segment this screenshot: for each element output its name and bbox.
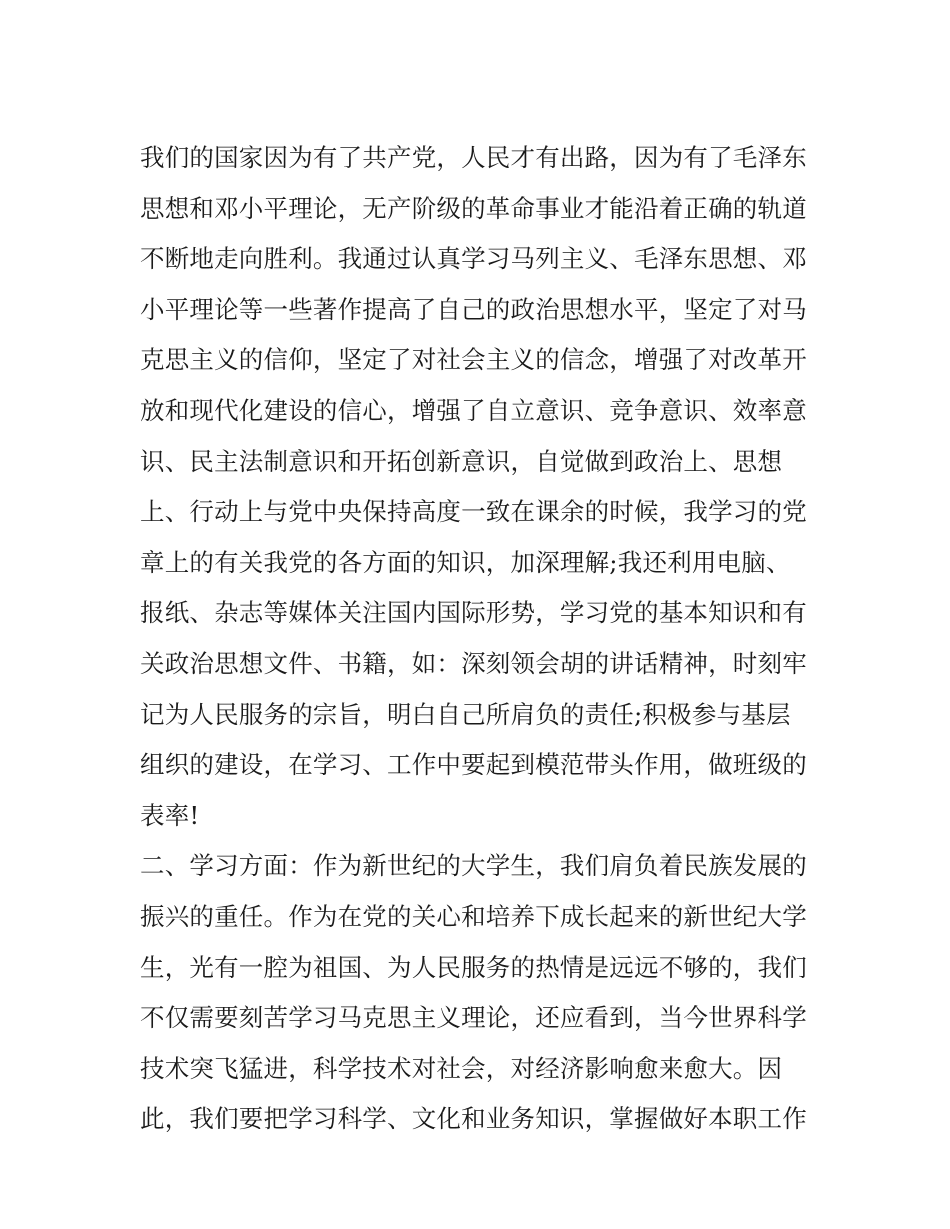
text-line: 我们的国家因为有了共产党，人民才有出路，因为有了毛泽东	[140, 143, 807, 172]
text-line: 上、行动上与党中央保持高度一致在课余的时候，我学习的党	[140, 497, 807, 527]
text-line: 不断地走向胜利。我通过认真学习马列主义、毛泽东思想、邓	[140, 244, 807, 274]
text-line: 章上的有关我党的各方面的知识，加深理解;我还利用电脑、	[140, 547, 791, 577]
text-line: 此，我们要把学习科学、文化和业务知识，掌握做好本职工作	[140, 1104, 807, 1134]
text-line: 关政治思想文件、书籍，如：深刻领会胡的讲话精神，时刻牢	[140, 648, 807, 678]
text-line: 生，光有一腔为祖国、为人民服务的热情是远远不够的，我们	[140, 952, 807, 982]
text-line: 小平理论等一些著作提高了自己的政治思想水平，坚定了对马	[140, 294, 807, 324]
body-text	[140, 133, 820, 1145]
text-line: 技术突飞猛进，科学技术对社会，对经济影响愈来愈大。因	[140, 1053, 783, 1083]
section-heading-line: 二、学习方面：作为新世纪的大学生，我们肩负着民族发展的	[140, 851, 807, 881]
text-line: 报纸、杂志等媒体关注国内国际形势，学习党的基本知识和有	[140, 598, 807, 628]
text-line: 放和现代化建设的信心，增强了自立意识、竞争意识、效率意	[140, 395, 807, 425]
text-line: 不仅需要刻苦学习马克思主义理论，还应看到，当今世界科学	[140, 1003, 807, 1033]
text-line: 克思主义的信仰，坚定了对社会主义的信念，增强了对改革开	[140, 345, 807, 375]
text-line: 组织的建设，在学习、工作中要起到模范带头作用，做班级的	[140, 750, 807, 780]
text-line: 振兴的重任。作为在党的关心和培养下成长起来的新世纪大学	[140, 901, 807, 931]
text-line: 表率!	[140, 800, 200, 830]
text-line: 识、民主法制意识和开拓创新意识，自觉做到政治上、思想	[140, 446, 783, 476]
text-line: 思想和邓小平理论，无产阶级的革命事业才能沿着正确的轨道	[140, 193, 807, 223]
text-line: 记为人民服务的宗旨，明白自己所肩负的责任;积极参与基层	[140, 699, 791, 729]
